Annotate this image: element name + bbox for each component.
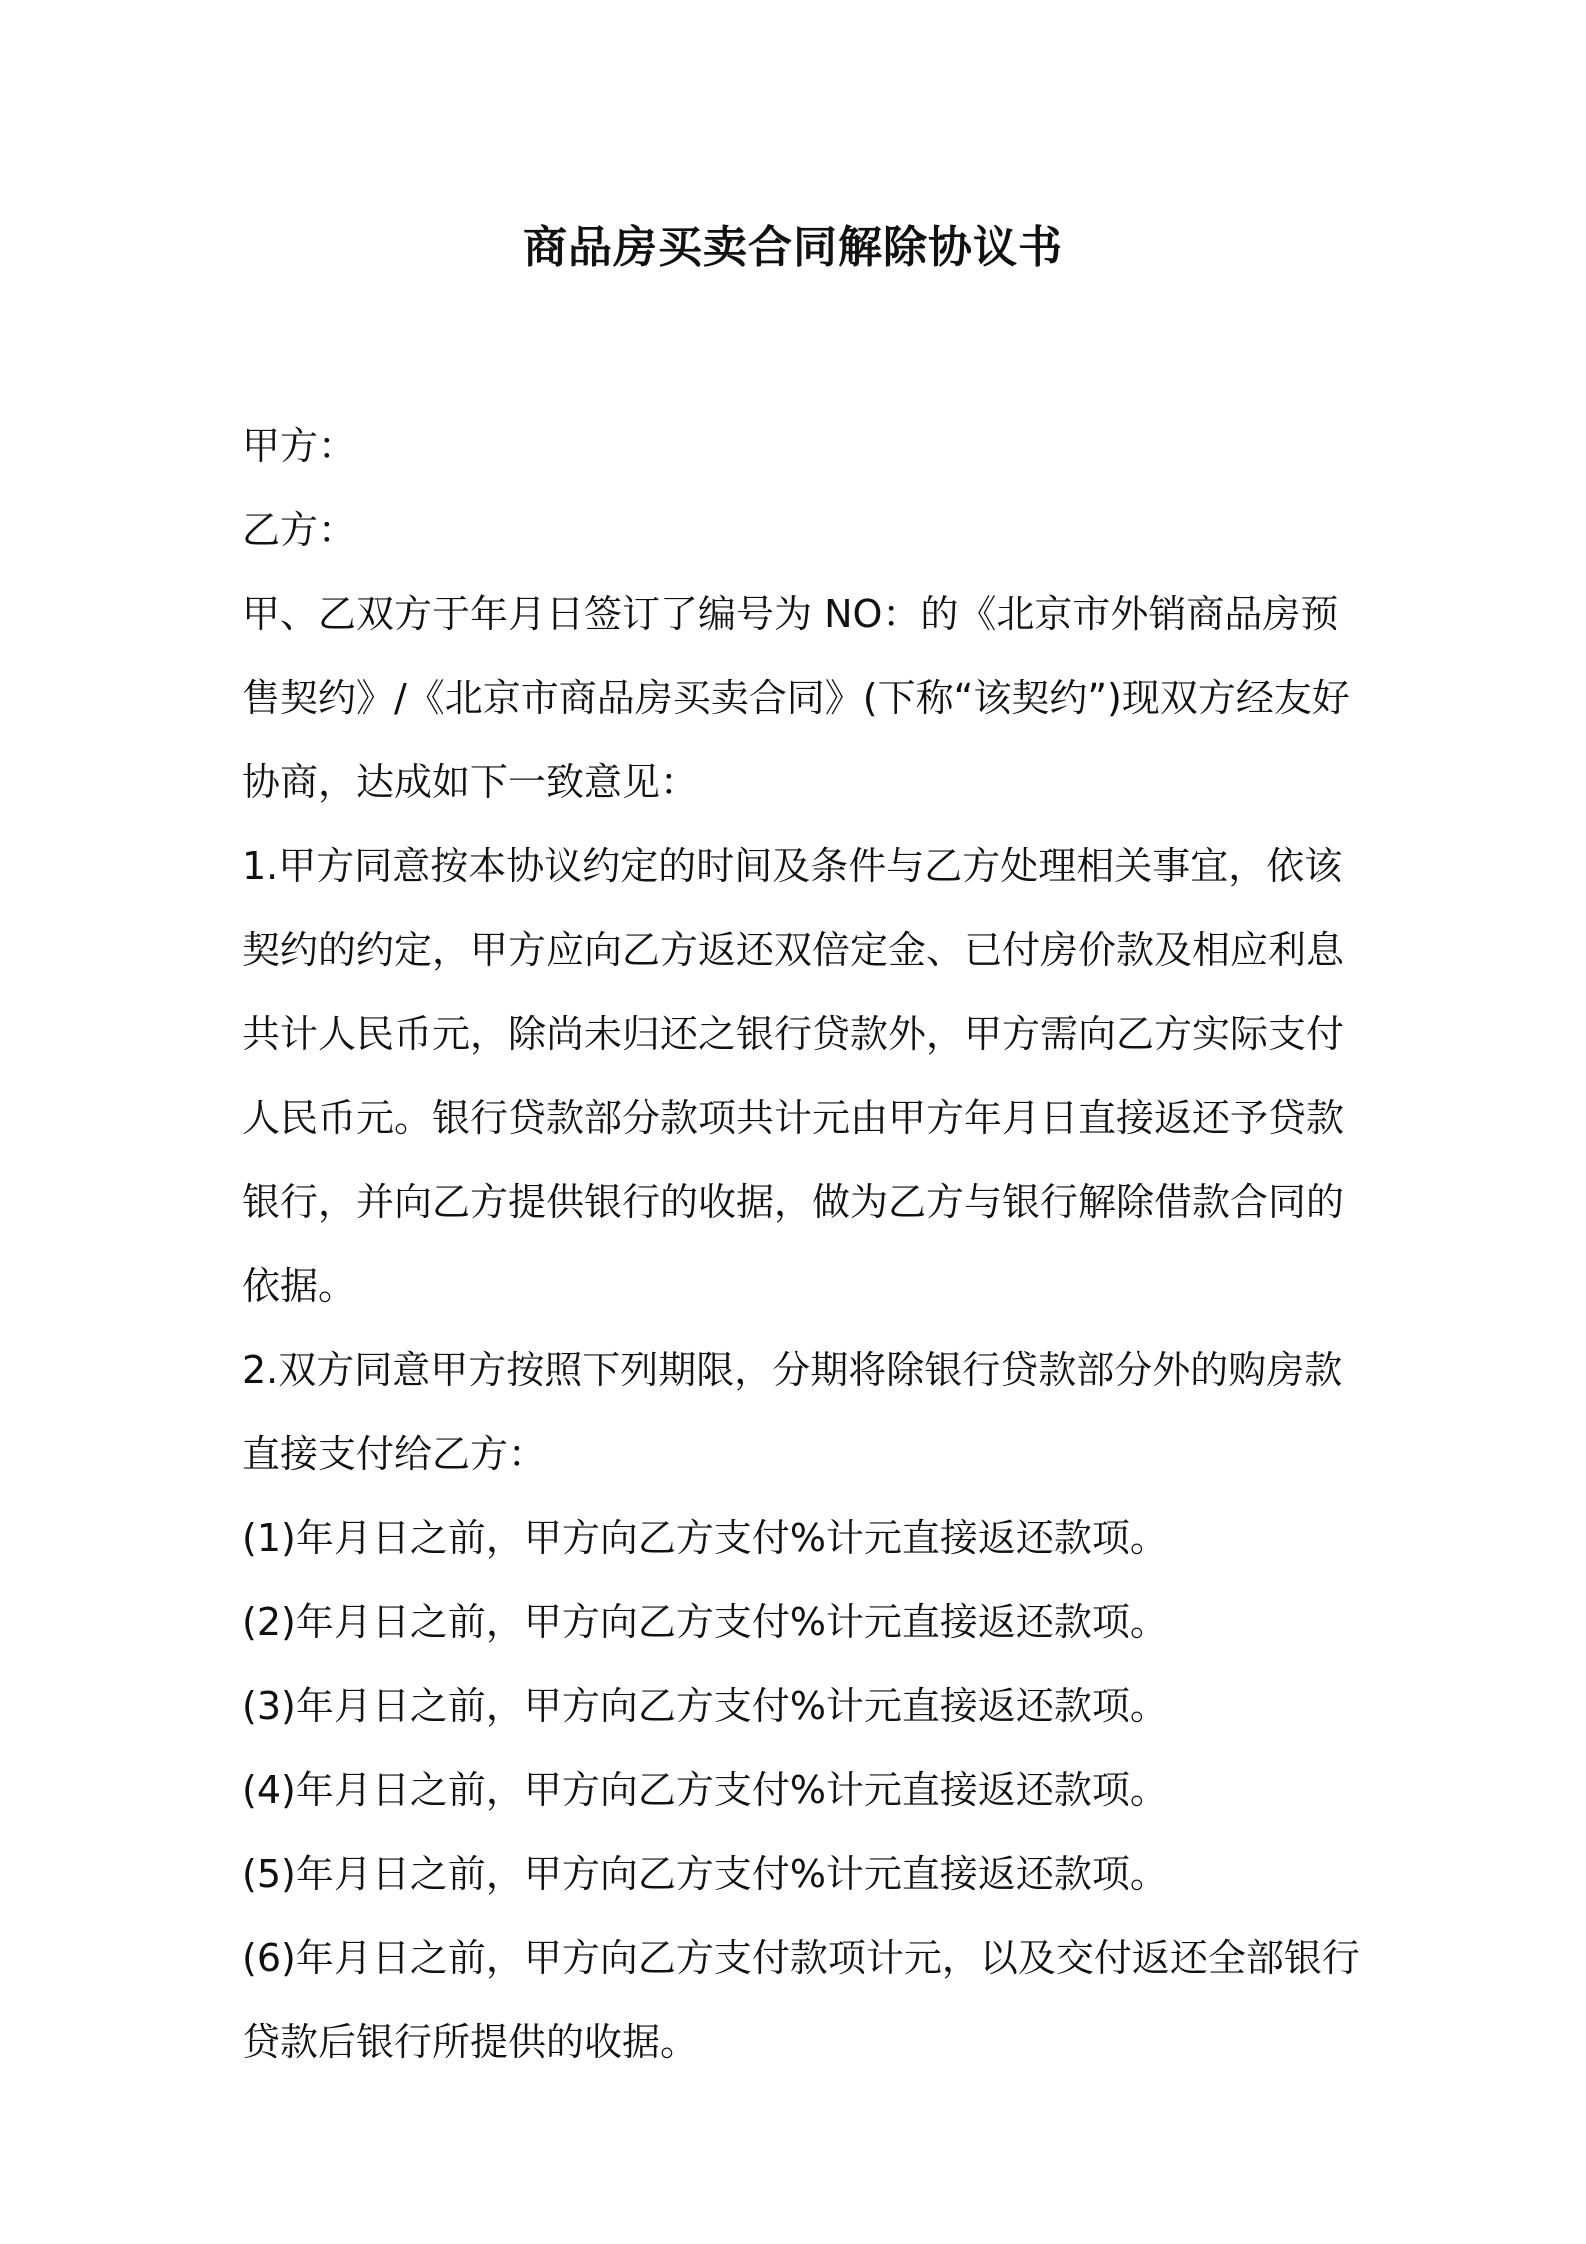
document-body <box>242 404 1362 2084</box>
installment-item-2: (2)年月日之前，甲方向乙方支付%计元直接返还款项。 <box>242 1600 1168 1644</box>
installment-item-5: (5)年月日之前，甲方向乙方支付%计元直接返还款项。 <box>242 1852 1168 1896</box>
clause-2-paragraph: 2.双方同意甲方按照下列期限，分期将除银行贷款部分外的购房款直接支付给乙方： <box>242 1348 1343 1476</box>
party-a-line: 甲方： <box>242 424 357 468</box>
clause-1-paragraph: 1.甲方同意按本协议约定的时间及条件与乙方处理相关事宜，依该契约的约定，甲方应向乙方返还双倍定金、已付房价款及相应利息共计人民币元，除尚未归还之银行贷款外，甲方需向乙方实际支付人民币元。银行贷款部分款项共计元由甲方年月日直接返还予贷款银行，并向乙方提供银行的收据，做为乙方与银行解除借款合同的依据。 <box>242 844 1345 1308</box>
party-b-line: 乙方： <box>242 508 357 552</box>
installment-item-1: (1)年月日之前，甲方向乙方支付%计元直接返还款项。 <box>242 1516 1168 1560</box>
document-title: 商品房买卖合同解除协议书 <box>523 222 1063 273</box>
installment-item-4: (4)年月日之前，甲方向乙方支付%计元直接返还款项。 <box>242 1768 1168 1812</box>
intro-paragraph: 甲、乙双方于年月日签订了编号为 NO：的《北京市外销商品房预售契约》/《北京市商品房买卖合同》(下称“该契约”)现双方经友好协商，达成如下一致意见： <box>242 592 1350 804</box>
installment-item-6: (6)年月日之前，甲方向乙方支付款项计元，以及交付返还全部银行贷款后银行所提供的收据。 <box>242 1936 1360 2064</box>
installment-item-3: (3)年月日之前，甲方向乙方支付%计元直接返还款项。 <box>242 1684 1168 1728</box>
